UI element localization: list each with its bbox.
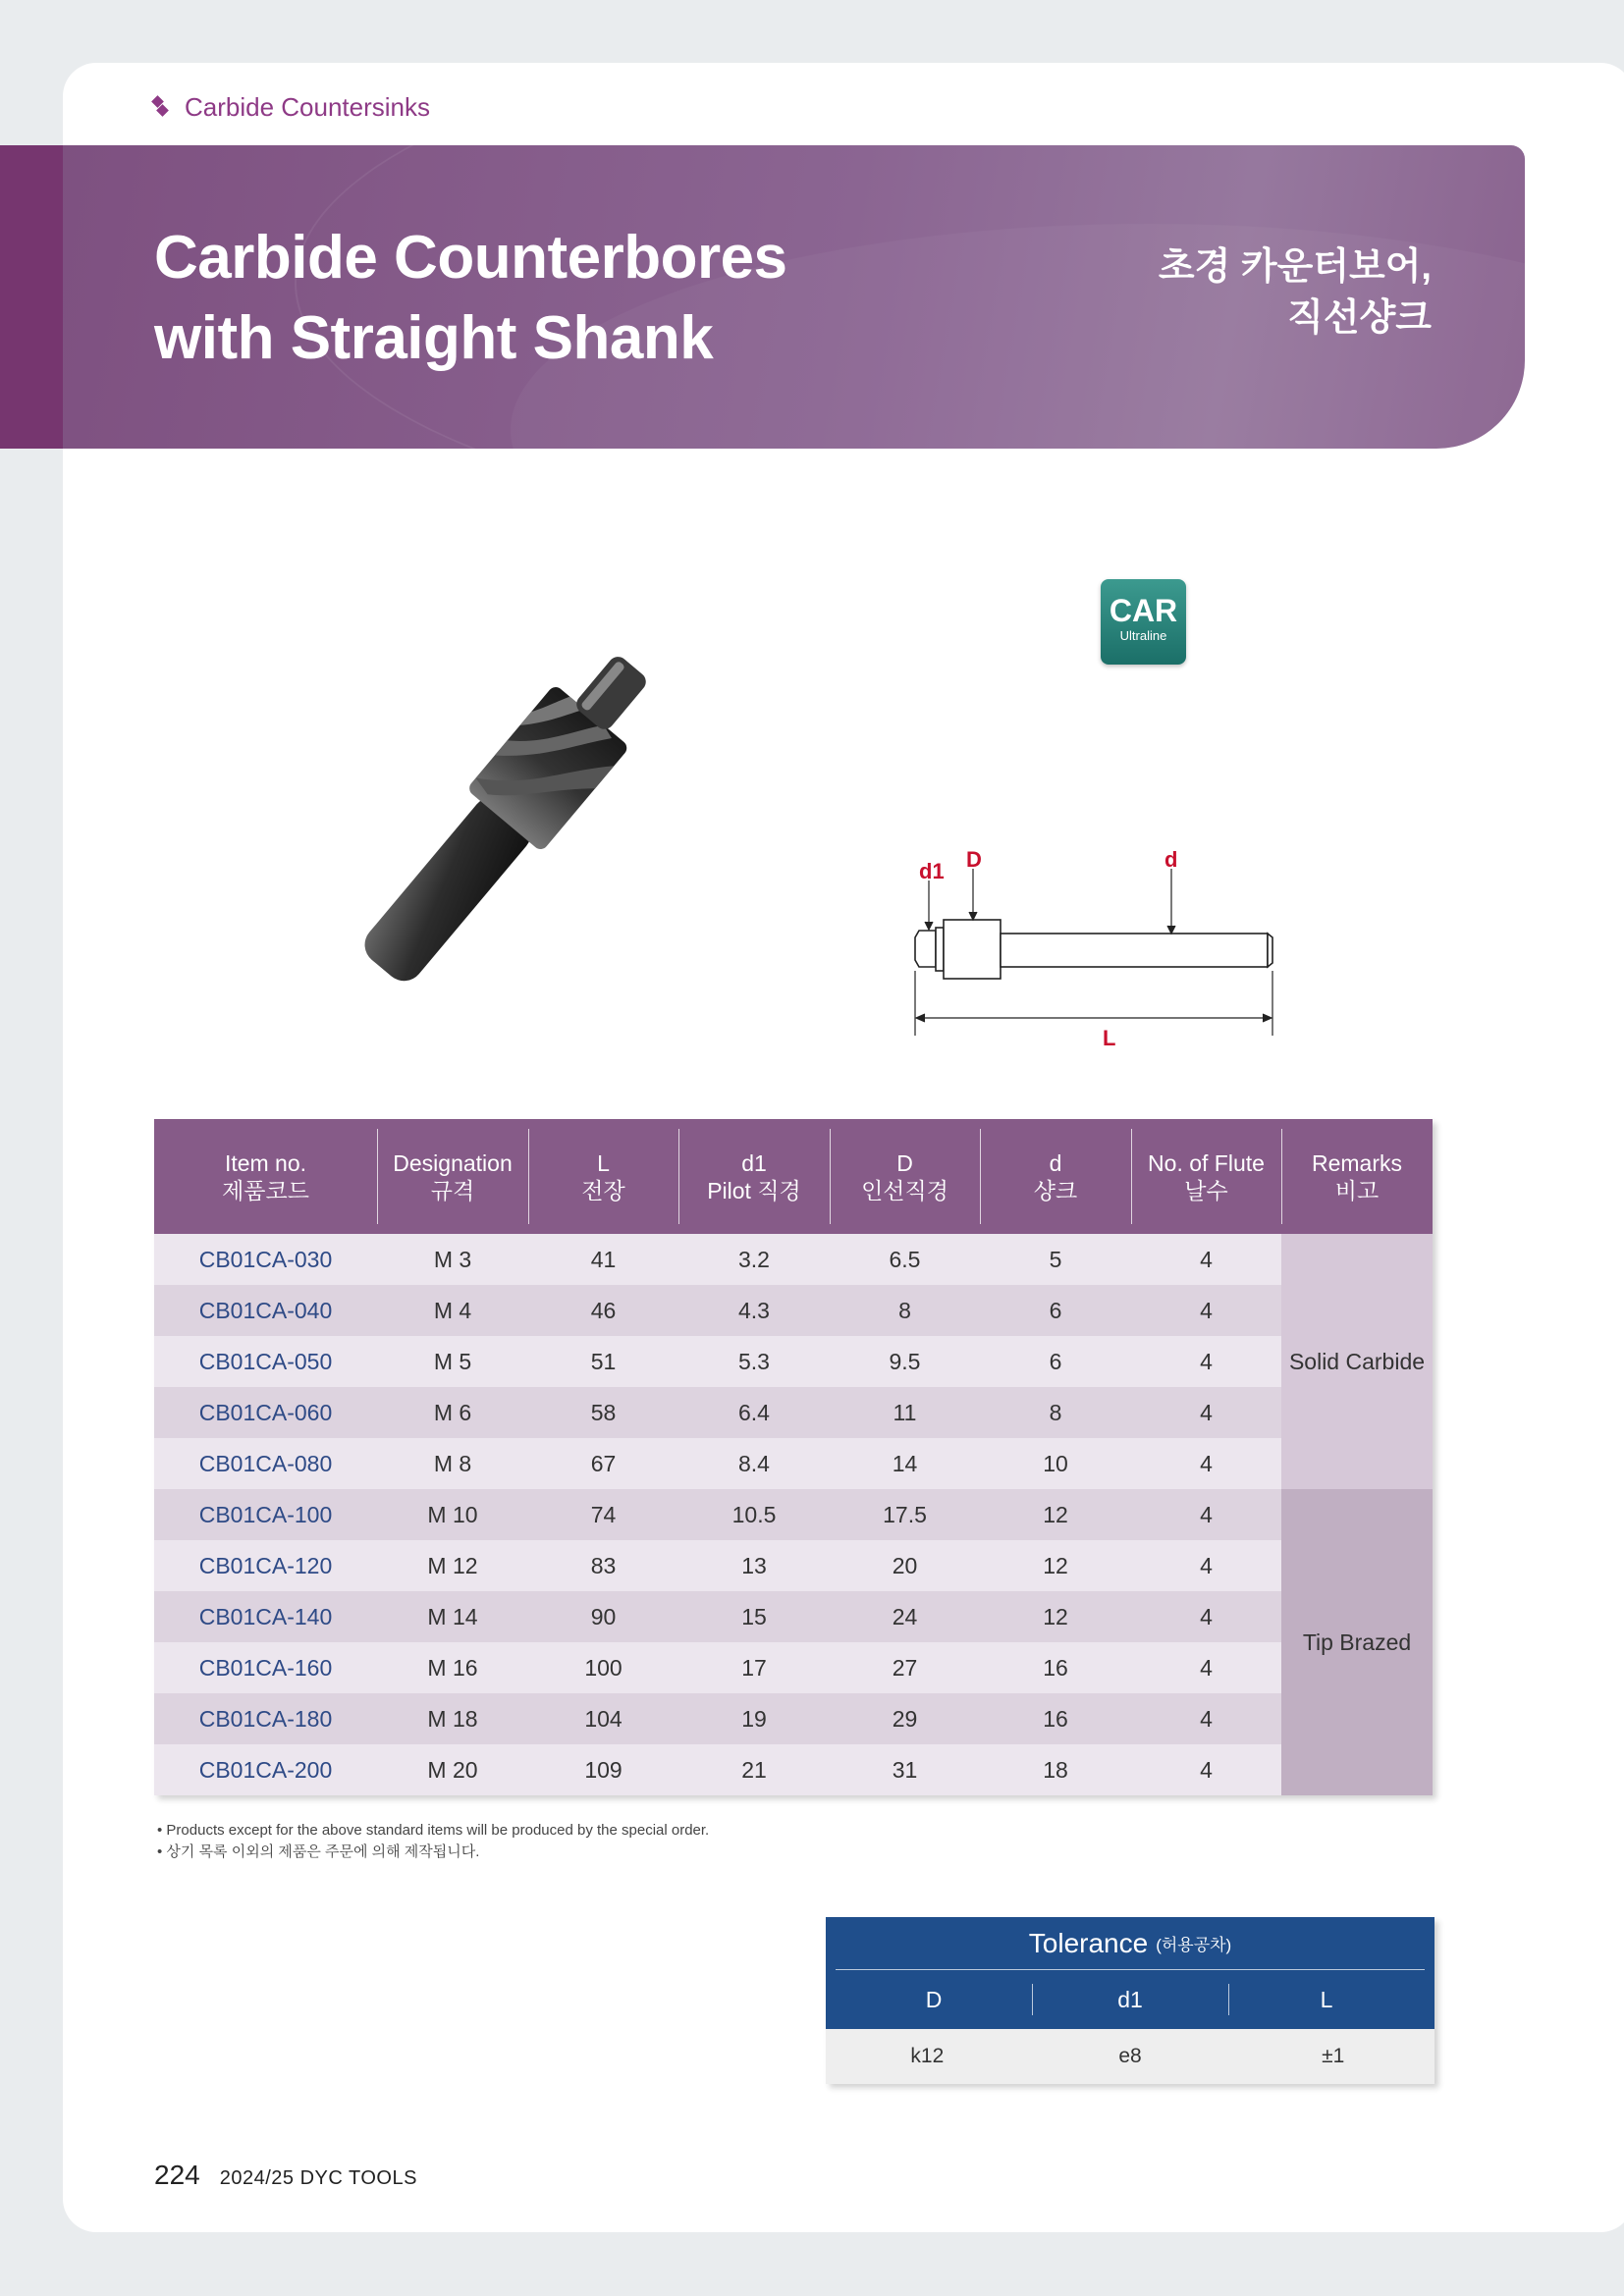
cell-length: 67	[528, 1438, 678, 1489]
header-length	[528, 1119, 678, 1234]
cell-length: 90	[528, 1591, 678, 1642]
table-header-row	[154, 1119, 1433, 1234]
cell-cutting-diameter: 11	[830, 1387, 980, 1438]
cell-item-no: CB01CA-200	[154, 1744, 377, 1795]
cell-item-no: CB01CA-140	[154, 1591, 377, 1642]
table-row	[154, 1744, 1433, 1795]
cell-shank-diameter: 12	[980, 1591, 1131, 1642]
cell-length: 74	[528, 1489, 678, 1540]
dimension-diagram	[903, 839, 1316, 1050]
breadcrumb-label: Carbide Countersinks	[185, 91, 431, 122]
cell-cutting-diameter: 8	[830, 1285, 980, 1336]
cell-flutes: 4	[1131, 1285, 1281, 1336]
cell-pilot-diameter: 5.3	[678, 1336, 830, 1387]
counterbore-tool-photo	[295, 628, 707, 1021]
cell-designation: M 3	[377, 1234, 528, 1285]
page-number: 224	[154, 2160, 200, 2190]
table-row	[154, 1336, 1433, 1387]
cell-length: 109	[528, 1744, 678, 1795]
cell-pilot-diameter: 17	[678, 1642, 830, 1693]
cell-cutting-diameter: 24	[830, 1591, 980, 1642]
cell-length: 100	[528, 1642, 678, 1693]
header-label-ko: 제품코드	[222, 1177, 309, 1203]
cell-shank-diameter: 18	[980, 1744, 1131, 1795]
cell-pilot-diameter: 8.4	[678, 1438, 830, 1489]
tolerance-value-d1: e8	[1118, 2045, 1142, 2067]
dim-label-L: L	[1103, 1026, 1116, 1050]
tolerance-columns	[836, 1970, 1425, 2029]
table-row	[154, 1285, 1433, 1336]
car-ultraline-badge	[1101, 579, 1186, 665]
header-label-en: No. of Flute	[1148, 1149, 1265, 1176]
cell-shank-diameter: 10	[980, 1438, 1131, 1489]
tolerance-title-ko: (허용공차)	[1156, 1936, 1232, 1954]
cell-shank-diameter: 6	[980, 1336, 1131, 1387]
table-row	[154, 1540, 1433, 1591]
cell-designation: M 8	[377, 1438, 528, 1489]
cell-designation: M 18	[377, 1693, 528, 1744]
cell-designation: M 10	[377, 1489, 528, 1540]
cell-item-no: CB01CA-180	[154, 1693, 377, 1744]
header-label-ko: 날수	[1184, 1177, 1228, 1203]
header-label-ko: 규격	[430, 1177, 475, 1203]
table-row	[154, 1387, 1433, 1438]
badge-sub-text: Ultraline	[1119, 628, 1167, 643]
tolerance-value-L: ±1	[1322, 2045, 1345, 2067]
tolerance-col-L: L	[1228, 1970, 1425, 2029]
dim-label-d1: d1	[919, 859, 945, 883]
header-label-en: Designation	[393, 1149, 513, 1176]
cell-flutes: 4	[1131, 1336, 1281, 1387]
cell-item-no: CB01CA-120	[154, 1540, 377, 1591]
footnote-korean: • 상기 목록 이외의 제품은 주문에 의해 제작됩니다.	[157, 1843, 480, 1860]
cell-pilot-diameter: 4.3	[678, 1285, 830, 1336]
header-remarks	[1281, 1119, 1433, 1234]
header-cutting-diameter	[830, 1119, 980, 1234]
cell-flutes: 4	[1131, 1591, 1281, 1642]
cell-shank-diameter: 6	[980, 1285, 1131, 1336]
badge-main-text: CAR	[1109, 593, 1178, 628]
header-flutes	[1131, 1119, 1281, 1234]
cell-pilot-diameter: 19	[678, 1693, 830, 1744]
cell-designation: M 20	[377, 1744, 528, 1795]
tolerance-col-D: D	[925, 1986, 943, 2012]
cell-cutting-diameter: 27	[830, 1642, 980, 1693]
header-label-en: d1	[741, 1149, 767, 1176]
footnotes	[157, 1820, 709, 1863]
cell-pilot-diameter: 3.2	[678, 1234, 830, 1285]
cell-cutting-diameter: 6.5	[830, 1234, 980, 1285]
cell-cutting-diameter: 9.5	[830, 1336, 980, 1387]
cell-cutting-diameter: 17.5	[830, 1489, 980, 1540]
cell-length: 83	[528, 1540, 678, 1591]
cell-shank-diameter: 12	[980, 1540, 1131, 1591]
page-title-line2: with Straight Shank	[154, 304, 714, 372]
cell-designation: M 16	[377, 1642, 528, 1693]
page-title-korean-line2: 직선샹크	[1287, 297, 1432, 339]
tolerance-title	[836, 1917, 1425, 1970]
cell-shank-diameter: 12	[980, 1489, 1131, 1540]
page-title-korean-line1: 초경 카운터보어,	[1158, 246, 1432, 288]
table-row	[154, 1438, 1433, 1489]
cell-shank-diameter: 8	[980, 1387, 1131, 1438]
breadcrumb[interactable]	[153, 90, 430, 124]
header-label-ko: 인선직경	[861, 1177, 948, 1203]
cell-cutting-diameter: 14	[830, 1438, 980, 1489]
table-row	[154, 1489, 1433, 1540]
header-label-ko: 전장	[581, 1177, 625, 1203]
tolerance-col-d1: d1	[1032, 1970, 1228, 2029]
cell-pilot-diameter: 13	[678, 1540, 830, 1591]
tolerance-value-D: k12	[910, 2045, 945, 2067]
page-title	[154, 218, 787, 379]
cell-cutting-diameter: 31	[830, 1744, 980, 1795]
cell-flutes: 4	[1131, 1387, 1281, 1438]
cell-remark-tip-brazed: Tip Brazed	[1281, 1489, 1433, 1795]
tolerance-table	[826, 1917, 1435, 2084]
cell-remark-solid-carbide: Solid Carbide	[1281, 1234, 1433, 1489]
cell-pilot-diameter: 10.5	[678, 1489, 830, 1540]
header-label-en: Item no.	[224, 1149, 307, 1176]
header-shank-diameter	[980, 1119, 1131, 1234]
cell-shank-diameter: 16	[980, 1642, 1131, 1693]
cell-designation: M 6	[377, 1387, 528, 1438]
page-footer	[154, 2160, 417, 2191]
header-label-en: d	[1049, 1149, 1062, 1176]
catalog-name: 2024/25 DYC TOOLS	[219, 2167, 417, 2189]
cell-length: 41	[528, 1234, 678, 1285]
tolerance-values-row	[826, 2029, 1435, 2084]
cell-designation: M 5	[377, 1336, 528, 1387]
cell-length: 46	[528, 1285, 678, 1336]
cell-length: 58	[528, 1387, 678, 1438]
header-label-ko: 비고	[1334, 1177, 1380, 1203]
header-item-no	[154, 1119, 377, 1234]
table-row	[154, 1591, 1433, 1642]
cell-designation: M 14	[377, 1591, 528, 1642]
cell-pilot-diameter: 15	[678, 1591, 830, 1642]
cell-shank-diameter: 5	[980, 1234, 1131, 1285]
table-row	[154, 1234, 1433, 1285]
table-row	[154, 1642, 1433, 1693]
table-row	[154, 1693, 1433, 1744]
cell-flutes: 4	[1131, 1693, 1281, 1744]
header-label-ko: 샹크	[1033, 1177, 1078, 1203]
cell-item-no: CB01CA-080	[154, 1438, 377, 1489]
dim-label-D: D	[966, 847, 982, 872]
cell-length: 51	[528, 1336, 678, 1387]
cell-designation: M 12	[377, 1540, 528, 1591]
page-title-line1: Carbide Counterbores	[154, 224, 787, 292]
header-pilot-diameter	[678, 1119, 830, 1234]
page-title-korean	[1078, 241, 1432, 344]
product-spec-table	[154, 1119, 1433, 1795]
cell-shank-diameter: 16	[980, 1693, 1131, 1744]
header-label-en: L	[597, 1149, 610, 1176]
cell-designation: M 4	[377, 1285, 528, 1336]
tolerance-header	[826, 1917, 1435, 2029]
cell-item-no: CB01CA-030	[154, 1234, 377, 1285]
header-designation	[377, 1119, 528, 1234]
cell-flutes: 4	[1131, 1540, 1281, 1591]
cell-flutes: 4	[1131, 1642, 1281, 1693]
cell-cutting-diameter: 20	[830, 1540, 980, 1591]
banner-side-strip	[0, 145, 63, 449]
dim-label-d: d	[1164, 847, 1178, 872]
tolerance-title-en: Tolerance	[1028, 1927, 1149, 1958]
cell-item-no: CB01CA-060	[154, 1387, 377, 1438]
cell-flutes: 4	[1131, 1744, 1281, 1795]
cell-pilot-diameter: 21	[678, 1744, 830, 1795]
cell-item-no: CB01CA-160	[154, 1642, 377, 1693]
footnote-english: • Products except for the above standard items will be produced by the special order.	[157, 1822, 710, 1839]
cell-length: 104	[528, 1693, 678, 1744]
cell-pilot-diameter: 6.4	[678, 1387, 830, 1438]
header-label-ko: Pilot 직경	[707, 1177, 801, 1203]
chevron-right-icon	[153, 95, 171, 119]
cell-item-no: CB01CA-100	[154, 1489, 377, 1540]
cell-item-no: CB01CA-040	[154, 1285, 377, 1336]
cell-flutes: 4	[1131, 1234, 1281, 1285]
cell-item-no: CB01CA-050	[154, 1336, 377, 1387]
cell-flutes: 4	[1131, 1489, 1281, 1540]
cell-cutting-diameter: 29	[830, 1693, 980, 1744]
header-label-en: Remarks	[1311, 1149, 1402, 1176]
cell-flutes: 4	[1131, 1438, 1281, 1489]
header-label-en: D	[896, 1149, 913, 1176]
